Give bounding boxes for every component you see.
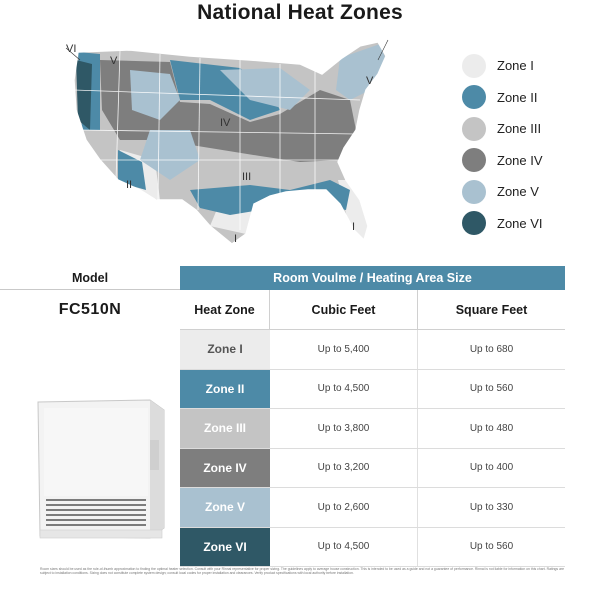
map-label-i-south: I bbox=[234, 233, 238, 245]
legend-item-zone-4 bbox=[462, 145, 592, 177]
legend-swatch-zone-3 bbox=[462, 117, 486, 141]
model-name: FC510N bbox=[58, 301, 122, 318]
zone-cell: Zone III bbox=[180, 409, 270, 448]
cubic-feet-cell: Up to 2,600 bbox=[270, 488, 418, 527]
legend-item-zone-5 bbox=[462, 176, 592, 208]
legend-label: Zone VI bbox=[497, 215, 543, 231]
table-row bbox=[180, 449, 565, 489]
legend-label: Zone V bbox=[497, 184, 539, 200]
zone-cell: Zone V bbox=[180, 488, 270, 527]
zone-legend bbox=[462, 50, 592, 239]
square-feet-cell: Up to 680 bbox=[469, 343, 514, 355]
legend-label: Zone I bbox=[497, 58, 534, 74]
square-feet-cell: Up to 400 bbox=[469, 462, 514, 474]
cubic-feet-cell: Up to 3,800 bbox=[270, 409, 418, 448]
sizing-table bbox=[0, 266, 565, 567]
legend-swatch-zone-1 bbox=[462, 54, 486, 78]
heat-zone-map bbox=[60, 30, 390, 265]
zone-6-region bbox=[76, 60, 92, 130]
legend-item-zone-1 bbox=[462, 50, 592, 82]
map-label-vi: VI bbox=[66, 43, 77, 55]
legend-swatch-zone-4 bbox=[462, 148, 486, 172]
heater-product-image bbox=[0, 330, 180, 567]
footnote: Room sizes should be used as the rule-of-thumb approximation to finding the optimal heater selection. Consult with your Rinnai representative for proper sizing. The guidelines apply to average house construction. This is intended to be used as a guide and not a guarantee of performance. Rinnai is not liable for information on this chart. Ratings are subject to installation conditions. Sizing does not constitute complete system design; consult local codes for proper installation and clearances. Verify product specifications with local authority before installation. bbox=[40, 567, 564, 576]
legend-item-zone-6 bbox=[462, 208, 592, 240]
legend-label: Zone III bbox=[497, 121, 542, 137]
legend-item-zone-3 bbox=[462, 113, 592, 145]
heat-zone-column-header: Heat Zone bbox=[180, 290, 270, 330]
cubic-feet-column-header: Cubic Feet bbox=[270, 290, 418, 330]
legend-item-zone-2 bbox=[462, 82, 592, 114]
model-header: Model bbox=[0, 266, 180, 290]
room-volume-header: Room Voulme / Heating Area Size bbox=[180, 266, 565, 290]
table-row bbox=[180, 409, 565, 449]
map-label-iv: IV bbox=[220, 117, 231, 129]
map-label-iii: III bbox=[242, 171, 252, 183]
square-feet-cell: Up to 330 bbox=[469, 501, 514, 513]
zone-cell: Zone VI bbox=[180, 528, 270, 567]
table-row bbox=[180, 528, 565, 568]
legend-label: Zone II bbox=[497, 89, 538, 105]
legend-label: Zone IV bbox=[497, 152, 543, 168]
map-label-ii: II bbox=[126, 179, 133, 191]
cubic-feet-cell: Up to 3,200 bbox=[270, 449, 418, 488]
square-feet-cell: Up to 560 bbox=[469, 383, 514, 395]
zone-cell: Zone IV bbox=[180, 449, 270, 488]
legend-swatch-zone-2 bbox=[462, 85, 486, 109]
cubic-feet-cell: Up to 4,500 bbox=[270, 528, 418, 567]
map-label-v-east: V bbox=[366, 75, 374, 87]
zone-rows bbox=[180, 330, 565, 567]
square-feet-column-header: Square Feet bbox=[418, 290, 565, 330]
table-row bbox=[180, 330, 565, 370]
map-label-i-east: I bbox=[352, 221, 356, 233]
map-label-v-west: V bbox=[110, 55, 118, 67]
zone-cell: Zone II bbox=[180, 370, 270, 409]
cubic-feet-cell: Up to 5,400 bbox=[270, 330, 418, 369]
square-feet-cell: Up to 480 bbox=[469, 422, 514, 434]
cubic-feet-cell: Up to 4,500 bbox=[270, 370, 418, 409]
table-row bbox=[180, 488, 565, 528]
legend-swatch-zone-6 bbox=[462, 211, 486, 235]
square-feet-cell: Up to 560 bbox=[469, 541, 514, 553]
legend-swatch-zone-5 bbox=[462, 180, 486, 204]
zone-cell: Zone I bbox=[180, 330, 270, 369]
table-row bbox=[180, 370, 565, 410]
page-title: National Heat Zones bbox=[197, 1, 403, 24]
